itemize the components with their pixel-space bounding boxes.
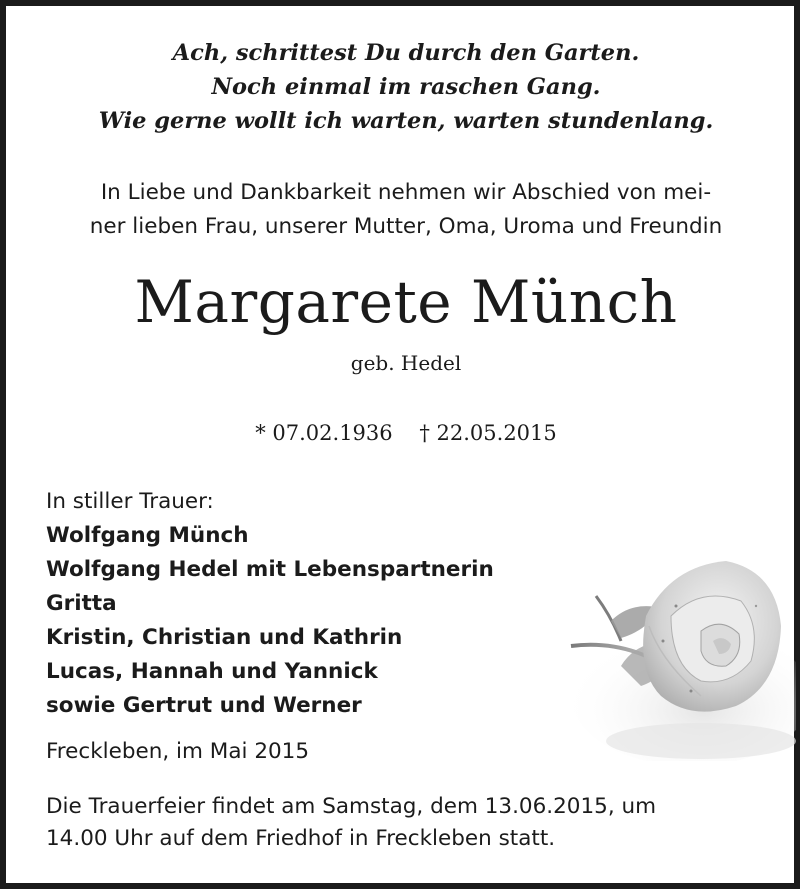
life-dates <box>6 417 800 449</box>
intro-text <box>6 176 800 244</box>
intro-line: ner lieben Frau, unserer Mutter, Oma, Uroma und Freundin <box>89 214 723 239</box>
rose-image <box>551 546 796 761</box>
deceased-name: Margarete Münch <box>134 268 678 336</box>
poem-line: Wie gerne wollt ich warten, warten stundenlang. <box>98 108 714 134</box>
mourner-name: Wolfgang Münch <box>46 523 249 548</box>
poem <box>6 36 800 138</box>
place-date: Freckleben, im Mai 2015 <box>46 739 310 764</box>
maiden-name: geb. Hedel <box>350 351 462 375</box>
ceremony-line: Die Trauerfeier findet am Samstag, dem 13.06.2015, um <box>46 794 657 819</box>
ceremony-line: 14.00 Uhr auf dem Friedhof in Freckleben statt. <box>46 826 556 851</box>
ceremony-info <box>46 791 766 855</box>
birth-date: * 07.02.1936 <box>255 421 393 445</box>
mourner-name: Lucas, Hannah und Yannick <box>46 659 378 684</box>
intro-line: In Liebe und Dankbarkeit nehmen wir Abschied von mei- <box>100 180 712 205</box>
death-date: † 22.05.2015 <box>419 421 557 445</box>
poem-line: Ach, schrittest Du durch den Garten. <box>172 40 640 66</box>
mourners-list <box>46 485 566 723</box>
poem-line: Noch einmal im raschen Gang. <box>211 74 601 100</box>
mourner-name: Kristin, Christian und Kathrin <box>46 625 403 650</box>
mourners-heading: In stiller Trauer: <box>46 489 214 514</box>
mourner-name: Gritta <box>46 591 117 616</box>
mourner-name: Wolfgang Hedel mit Lebenspartnerin <box>46 557 494 582</box>
mourner-name: sowie Gertrut und Werner <box>46 693 362 718</box>
